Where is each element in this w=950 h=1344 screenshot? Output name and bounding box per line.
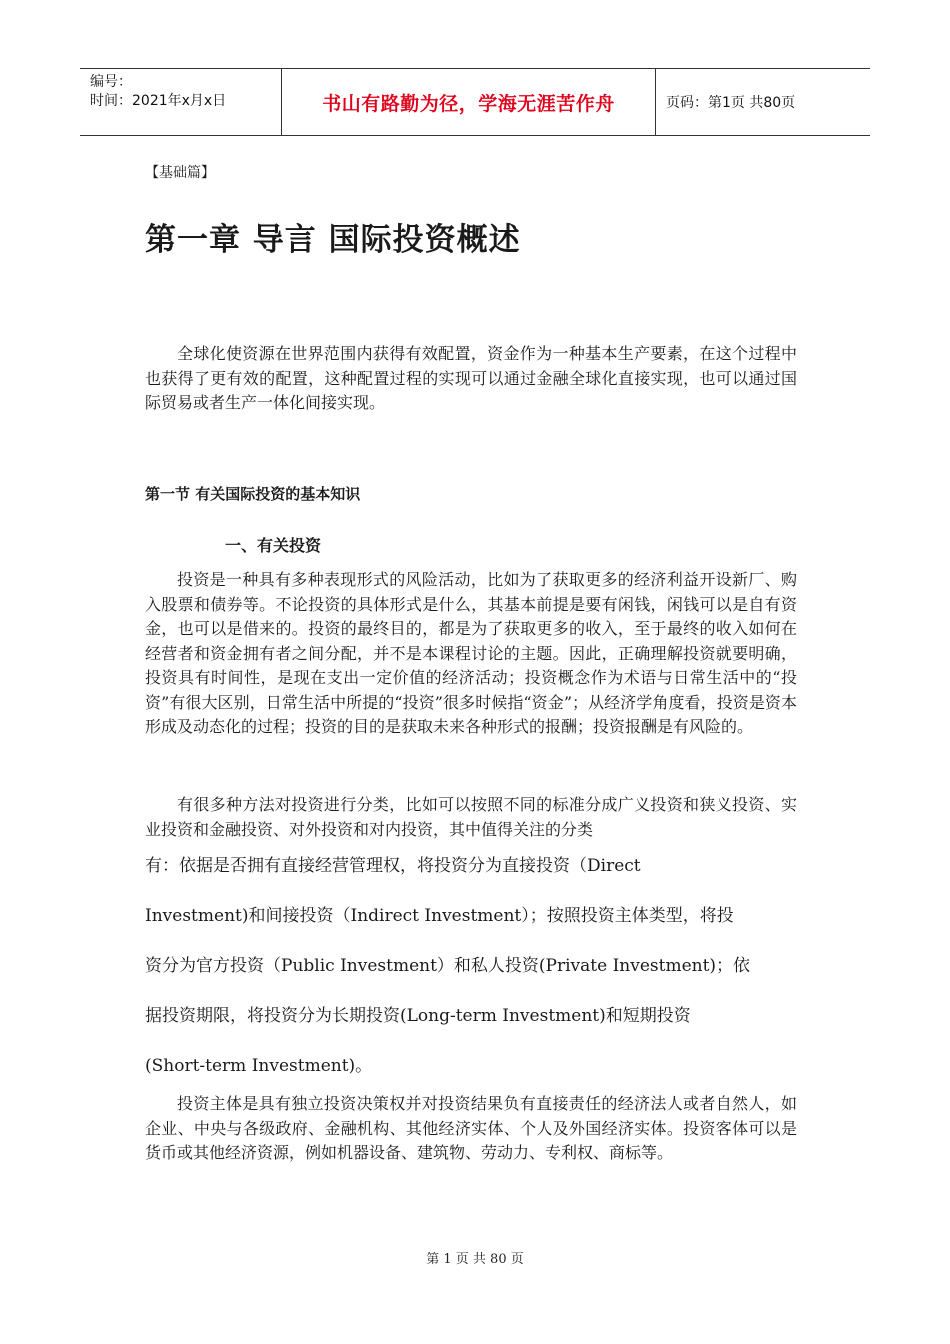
header-meta-cell	[80, 69, 282, 135]
paragraph-classification-intro: 有很多种方法对投资进行分类，比如可以按照不同的标准分成广义投资和狭义投资、实业投资和金融投资、对外投资和对内投资，其中值得关注的分类	[145, 795, 797, 839]
classification-line: (Short-term Investment)。	[145, 1056, 373, 1076]
page-footer: 第 1 页 共 80 页	[426, 1252, 524, 1267]
header-motto: 书山有路勤为径，学海无涯苦作舟	[282, 69, 656, 135]
section-heading: 第一节 有关国际投资的基本知识	[145, 485, 361, 503]
section-tag: 【基础篇】	[145, 165, 215, 181]
document-number-label: 编号：	[90, 74, 132, 90]
classification-line: 有：依据是否拥有直接经营管理权，将投资分为直接投资（Direct	[145, 856, 641, 876]
classification-block	[145, 854, 805, 1104]
classification-line: 资分为官方投资（Public Investment）和私人投资(Private Investment)；依	[145, 956, 751, 976]
header-page-info: 页码：第1页 共80页	[666, 95, 796, 111]
classification-line: 据投资期限，将投资分为长期投资(Long-term Investment)和短期投资	[145, 1006, 691, 1026]
classification-line: Investment)和间接投资（Indirect Investment）；按照投资主体类型，将投	[145, 906, 734, 926]
page-header-table	[80, 68, 870, 136]
chapter-title: 第一章 导言 国际投资概述	[145, 222, 521, 258]
sub-heading: 一、有关投资	[225, 536, 322, 555]
intro-paragraph: 全球化使资源在世界范围内获得有效配置，资金作为一种基本生产要素，在这个过程中也获得了更有效的配置，这种配置过程的实现可以通过金融全球化直接实现，也可以通过国际贸易或者生产一体化间接实现。	[145, 344, 797, 412]
paragraph-investment-subject: 投资主体是具有独立投资决策权并对投资结果负有直接责任的经济法人或者自然人，如企业、中央与各级政府、金融机构、其他经济实体、个人及外国经济实体。投资客体可以是货币或其他经济资源，例如机器设备、建筑物、劳动力、专利权、商标等。	[145, 1094, 797, 1162]
document-time-label: 时间：2021年x月x日	[90, 93, 227, 109]
paragraph-investment-definition: 投资是一种具有多种表现形式的风险活动，比如为了获取更多的经济利益开设新厂、购入股票和债券等。不论投资的具体形式是什么，其基本前提是要有闲钱，闲钱可以是自有资金，也可以是借来的。投资的最终目的，都是为了获取更多的收入，至于最终的收入如何在经营者和资金拥有者之间分配，并不是本课程讨论的主题。因此，正确理解投资就要明确，投资具有时间性，是现在支出一定价值的经济活动；投资概念作为术语与日常生活中的“投资”有很大区别，日常生活中所提的“投资”很多时候指“资金”；从经济学角度看，投资是资本形成及动态化的过程；投资的目的是获取未来各种形式的报酬；投资报酬是有风险的。	[145, 570, 797, 736]
